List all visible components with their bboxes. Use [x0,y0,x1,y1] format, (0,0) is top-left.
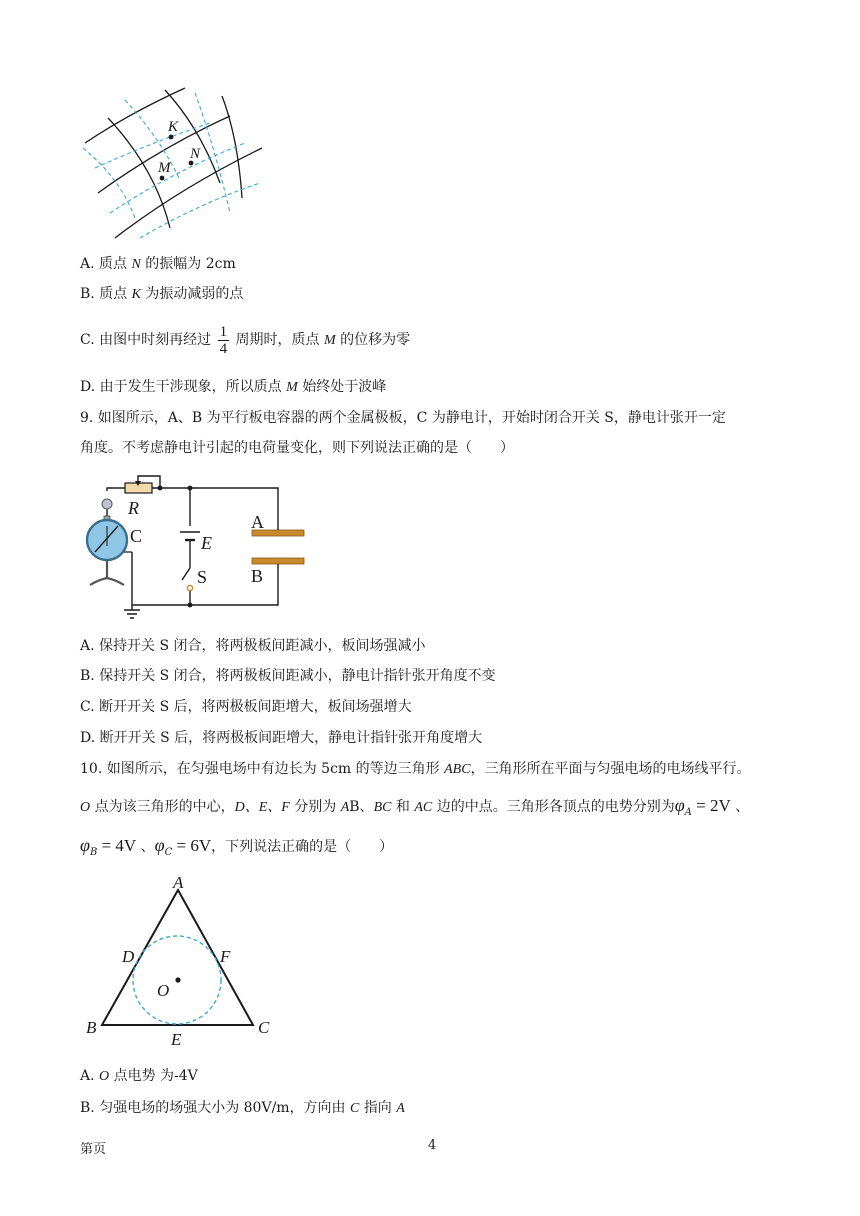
equilateral-triangle-figure [80,870,280,1050]
q9-option-c: C. 断开开关 S 后，将两极板间距增大，板间场强增大 [80,699,412,715]
label-a: A [251,512,264,532]
label-c: C [130,526,143,546]
label-midpoint-f: F [220,947,231,966]
wave-interference-figure [80,88,270,248]
fraction-one-quarter: $\frac{1}{4}$ [219,323,228,357]
q9-option-b: B. 保持开关 S 闭合，将两极板间距减小，静电计指针张开角度不变 [80,668,496,684]
q9-stem-line1: 9. 如图所示，A、B 为平行板电容器的两个金属极板，C 为静电计，开始时闭合开关 S，静电计张开一定 [80,410,726,426]
label-vertex-b: B [86,1018,97,1037]
point-k-dot [169,135,174,140]
q8-option-d: D. 由于发生干涉现象，所以质点 M 始终处于波峰 [80,379,387,395]
point-m-dot [160,176,165,181]
label-n: N [190,146,201,162]
q9-option-a: A. 保持开关 S 闭合，将两极板间距减小，板间场强减小 [80,638,426,654]
q8-option-b: B. 质点 K 为振动减弱的点 [80,286,244,302]
capacitor-circuit-figure [80,468,320,618]
q10-stem-line1: 10. 如图所示，在匀强电场中有边长为 5cm 的等边三角形 ABC，三角形所在平面与匀强电场的电场线平行。 [80,761,751,777]
q8-option-c: C. 由图中时刻再经过 $\frac{1}{4}$ 周期时，质点 M 的位移为零 [80,323,411,357]
label-b: B [251,566,264,586]
q10-option-a: A. O 点电势 为-4V [80,1068,198,1084]
label-e: E [201,533,212,553]
label-m: M [158,160,171,176]
label-midpoint-d: D [122,947,135,966]
electrometer-c [87,499,132,605]
center-o-dot [175,977,180,982]
q9-stem-line2: 角度。不考虑静电计引起的电荷量变化，则下列说法正确的是（ ） [80,440,514,456]
label-k: K [168,119,179,135]
label-vertex-a: A [173,873,184,892]
q10-stem-line3: $\varphi_B = 4V$ 、$\varphi_C = 6V$，下列说法正确的是（ ） [80,835,394,858]
label-r: R [128,498,139,518]
label-vertex-c: C [258,1018,270,1037]
plate-b [252,558,304,564]
footer-label: 第页 [80,1142,107,1157]
q9-option-d: D. 断开开关 S 后，将两极板间距增大，静电计指针张开角度增大 [80,730,483,746]
switch-s [187,585,192,590]
q10-option-b: B. 匀强电场的场强大小为 80V/m，方向由 C 指向 A [80,1100,405,1116]
q8-option-a: A. 质点 N 的振幅为 2cm [80,256,236,272]
q10-stem-line2: O 点为该三角形的中心，D、E、F 分别为 AB、BC 和 AC 边的中点。三角形各顶点的电势分别为$\varphi_A = 2V$ 、 [80,795,750,818]
label-center-o: O [157,981,170,1000]
page-number: 4 [428,1138,437,1153]
label-midpoint-e: E [171,1030,182,1049]
label-s: S [197,567,208,587]
